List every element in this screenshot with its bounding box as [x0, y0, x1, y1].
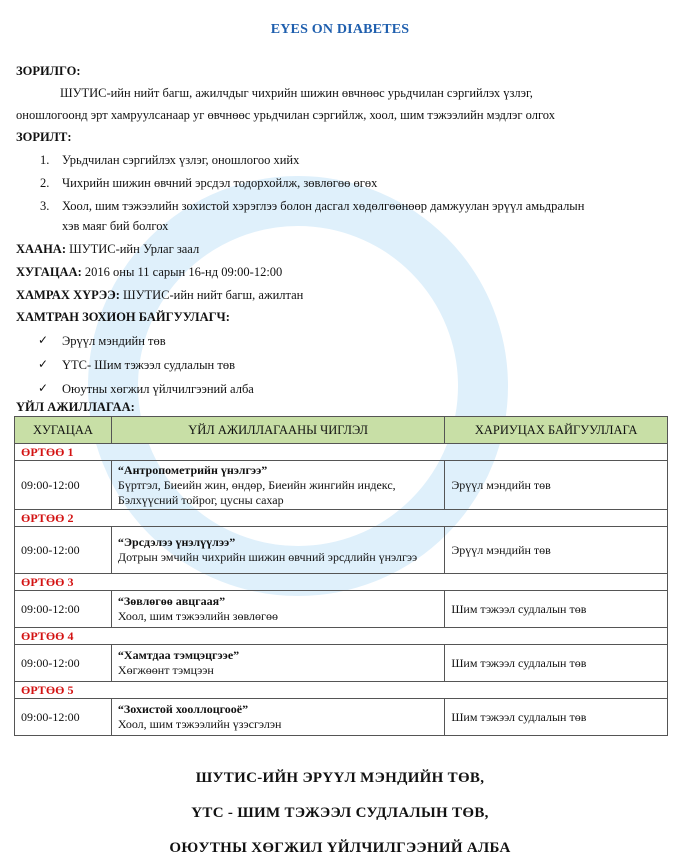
activity-title: “Зохистой хооллоцгооё”: [117, 702, 249, 716]
activity-description: Хөгжөөнт тэмцээн: [117, 663, 214, 677]
activity-title: “Эрсдэлээ үнэлүүлээ”: [117, 535, 236, 549]
cell-organization: Эрүүл мэндийн төв: [445, 527, 668, 574]
cell-activity: [111, 527, 444, 574]
where-line: [16, 242, 199, 257]
table-row: [15, 699, 668, 736]
table-row: [15, 591, 668, 628]
cell-activity: [111, 461, 444, 510]
partner-item: Эрүүл мэндийн төв: [62, 334, 166, 348]
stage-label: ӨРТӨӨ 2: [15, 510, 668, 527]
objective-item-continued: хэв маяг бий болгох: [62, 219, 169, 233]
cell-time: 09:00-12:00: [15, 699, 112, 736]
activity-description: Дотрын эмчийн чихрийн шижин өвчний эрсдлийн үнэлгээ: [117, 550, 418, 564]
where-value: ШУТИС-ийн Урлаг заал: [66, 242, 200, 256]
activities-heading: ҮЙЛ АЖИЛЛАГАА:: [16, 400, 135, 414]
header-activity: ҮЙЛ АЖИЛЛАГААНЫ ЧИГЛЭЛ: [111, 417, 444, 444]
header-organization: ХАРИУЦАХ БАЙГУУЛЛАГА: [445, 417, 668, 444]
table-header-row: [15, 417, 668, 444]
objective-item: Хоол, шим тэжээлийн зохистой хэрэглээ болон дасгал хөдөлгөөнөөр дамжуулан эрүүл амьдралын: [62, 199, 585, 213]
where-label: ХААНА:: [16, 242, 66, 256]
stage-label: ӨРТӨӨ 4: [15, 628, 668, 645]
table-row: [15, 461, 668, 510]
stage-label: ӨРТӨӨ 5: [15, 682, 668, 699]
cell-organization: Шим тэжээл судлалын төв: [445, 591, 668, 628]
activity-description: Хоол, шим тэжээлийн зөвлөгөө: [117, 609, 278, 623]
schedule-table: [14, 416, 668, 736]
page-title: EYES ON DIABETES: [270, 22, 410, 37]
stage-row: [15, 682, 668, 699]
check-icon: ✓: [38, 333, 49, 347]
objectives-heading: ЗОРИЛТ:: [16, 130, 72, 144]
cell-activity: [111, 699, 444, 736]
cell-organization: Эрүүл мэндийн төв: [445, 461, 668, 510]
partner-item: ҮТС- Шим тэжээл судлалын төв: [62, 358, 235, 372]
when-line: [16, 265, 282, 280]
partners-heading: ХАМТРАН ЗОХИОН БАЙГУУЛАГЧ:: [16, 310, 230, 324]
scope-label: ХАМРАХ ХҮРЭЭ:: [16, 288, 120, 302]
activity-title: “Антропометрийн үнэлгээ”: [117, 462, 268, 477]
table-row: [15, 645, 668, 682]
when-label: ХУГАЦАА:: [16, 265, 82, 279]
activity-description: Хоол, шим тэжээлийн үзэсгэлэн: [117, 717, 282, 731]
activity-title: “Зөвлөгөө авцгаая”: [117, 594, 226, 608]
stage-row: [15, 628, 668, 645]
objective-number: 2.: [40, 176, 50, 190]
header-time: ХУГАЦАА: [15, 417, 112, 444]
cell-activity: [111, 645, 444, 682]
footer-line-2: ҮТС - ШИМ ТЭЖЭЭЛ СУДЛАЛЫН ТӨВ,: [191, 805, 489, 821]
scope-line: [16, 288, 303, 303]
cell-activity: [111, 591, 444, 628]
cell-time: 09:00-12:00: [15, 527, 112, 574]
objective-item: Урьдчилан сэргийлэх үзлэг, оношлогоо хийх: [62, 153, 300, 167]
stage-label: ӨРТӨӨ 1: [15, 444, 668, 461]
stage-row: [15, 510, 668, 527]
stage-label: ӨРТӨӨ 3: [15, 574, 668, 591]
goal-text-line2: оношлогоонд эрт хамруулсанаар уг өвчнөөс урьдчилан сэргийлж, хоол, шим тэжээлийн мэдлэг олгох: [16, 108, 555, 122]
table-row: [15, 527, 668, 574]
scope-value: ШУТИС-ийн нийт багш, ажилтан: [119, 288, 304, 302]
stage-row: [15, 444, 668, 461]
goal-text-line1: ШУТИС-ийн нийт багш, ажилчдыг чихрийн шижин өвчнөөс урьдчилан сэргийлэх үзлэг,: [60, 86, 533, 100]
goal-heading: ЗОРИЛГО:: [16, 64, 81, 78]
cell-organization: Шим тэжээл судлалын төв: [445, 645, 668, 682]
check-icon: ✓: [38, 381, 49, 395]
stage-row: [15, 574, 668, 591]
cell-time: 09:00-12:00: [15, 591, 112, 628]
partner-item: Оюутны хөгжил үйлчилгээний алба: [62, 382, 254, 396]
activity-title: “Хамтдаа тэмцэцгээе”: [117, 648, 240, 662]
footer-line-3: ОЮУТНЫ ХӨГЖИЛ ҮЙЛЧИЛГЭЭНИЙ АЛБА: [169, 840, 511, 856]
footer-line-1: ШУТИС-ИЙН ЭРҮҮЛ МЭНДИЙН ТӨВ,: [195, 770, 485, 786]
cell-time: 09:00-12:00: [15, 645, 112, 682]
objective-number: 3.: [40, 199, 50, 213]
cell-time: 09:00-12:00: [15, 461, 112, 510]
check-icon: ✓: [38, 357, 49, 371]
objective-number: 1.: [40, 153, 50, 167]
when-value: 2016 оны 11 сарын 16-нд 09:00-12:00: [81, 265, 283, 279]
activity-description: Бүртгэл, Биеийн жин, өндөр, Биеийн жингийн индекс, Бэлхүүсний тойрог, цусны сахар: [117, 477, 396, 507]
cell-organization: Шим тэжээл судлалын төв: [445, 699, 668, 736]
objective-item: Чихрийн шижин өвчний эрсдэл тодорхойлж, зөвлөгөө өгөх: [62, 176, 378, 190]
